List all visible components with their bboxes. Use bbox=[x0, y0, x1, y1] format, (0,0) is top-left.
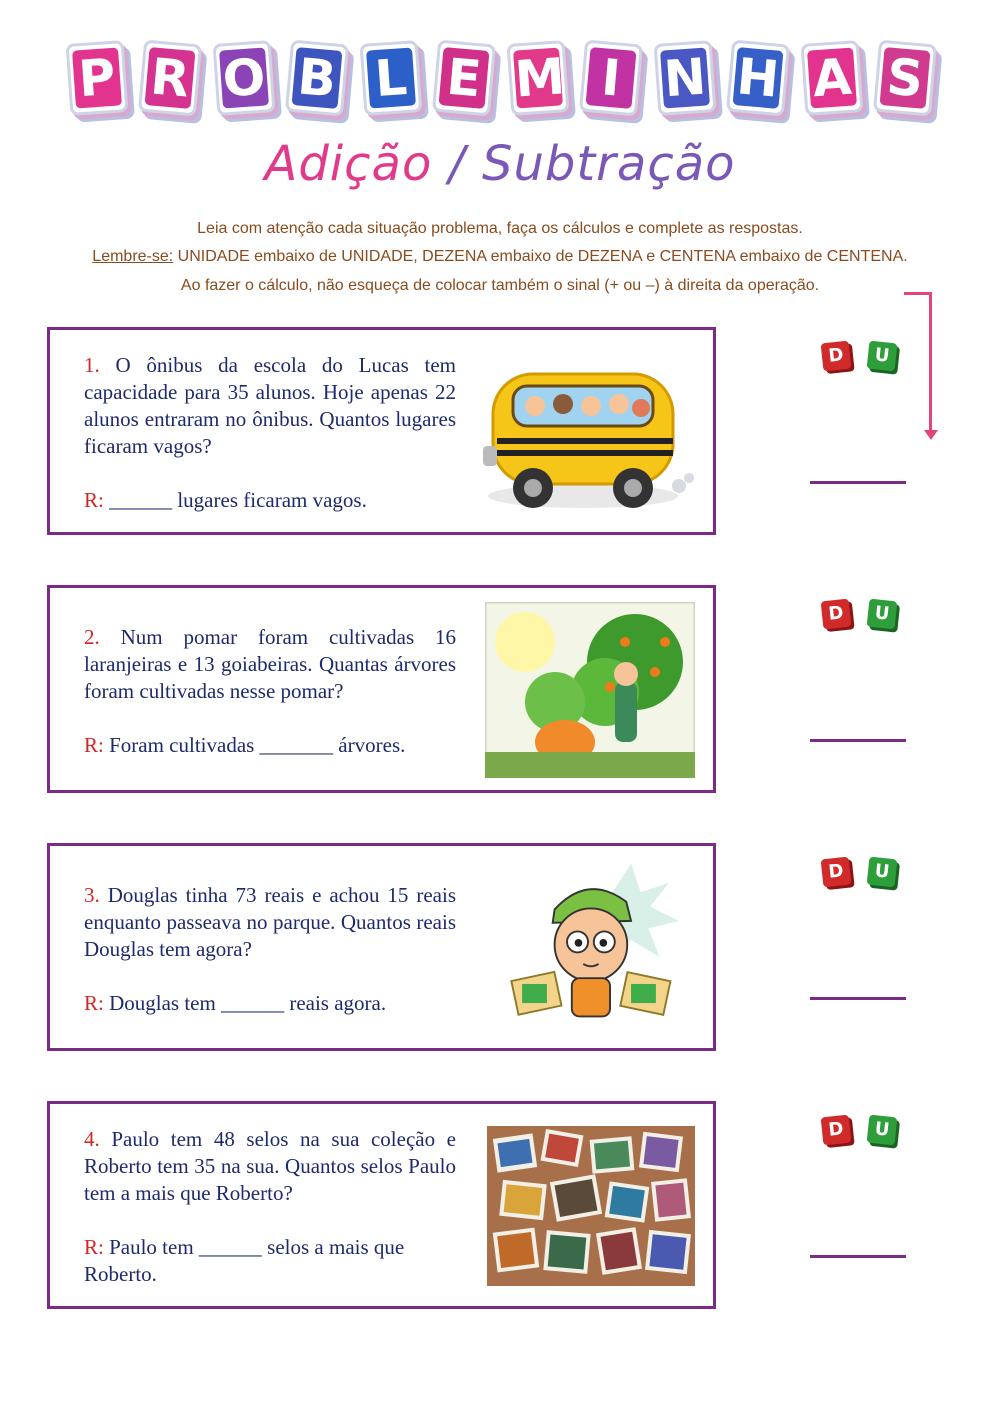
problem-text bbox=[60, 1126, 456, 1288]
calculation-line[interactable] bbox=[810, 739, 906, 742]
title-letter: B bbox=[292, 47, 343, 109]
answer-line[interactable] bbox=[60, 487, 456, 514]
title-letter-block bbox=[212, 40, 275, 116]
reminder-label: Lembre-se: bbox=[92, 248, 174, 265]
instruction-line-3: Ao fazer o cálculo, não esqueça de colocar também o sinal (+ ou –) à direita da operação. bbox=[180, 277, 820, 294]
title-letter-block bbox=[432, 40, 496, 117]
problem-text bbox=[60, 882, 456, 1017]
subtitle-addition: Adição bbox=[264, 136, 433, 192]
title-letter-block bbox=[66, 40, 129, 116]
place-value-markers bbox=[820, 858, 900, 890]
title-letter-block bbox=[359, 40, 422, 116]
subtitle bbox=[0, 136, 1000, 192]
problem-card-4 bbox=[47, 1101, 716, 1309]
answer-line[interactable] bbox=[60, 732, 456, 759]
stamp-collection-icon bbox=[487, 1126, 695, 1286]
problem-card-1 bbox=[47, 327, 716, 535]
title-letter-block bbox=[653, 40, 716, 116]
tens-marker: D bbox=[821, 341, 852, 372]
answer-blank[interactable]: ______ lugares ficaram vagos. bbox=[103, 488, 367, 512]
arrow-line bbox=[904, 292, 932, 295]
calculation-line[interactable] bbox=[810, 997, 906, 1000]
title-banner bbox=[68, 34, 934, 122]
title-letter: L bbox=[366, 47, 416, 108]
title-letter-block bbox=[800, 40, 863, 116]
title-letter-block bbox=[506, 40, 569, 116]
subtitle-subtraction: Subtração bbox=[482, 136, 736, 192]
subtitle-separator: / bbox=[432, 136, 482, 192]
tens-marker: D bbox=[821, 1115, 852, 1146]
problem-card-3 bbox=[47, 843, 716, 1051]
units-marker: U bbox=[867, 599, 898, 630]
problem-number: 4. bbox=[84, 1127, 100, 1151]
title-letter-block bbox=[873, 40, 937, 117]
calculation-line[interactable] bbox=[810, 481, 906, 484]
problem-number: 2. bbox=[84, 625, 100, 649]
answer-line[interactable] bbox=[60, 1234, 456, 1288]
tens-marker: D bbox=[821, 857, 852, 888]
title-letter-block bbox=[579, 40, 643, 117]
problem-statement bbox=[60, 352, 456, 460]
answer-label: R: bbox=[84, 991, 104, 1015]
problem-question: Paulo tem 48 selos na sua coleção e Roberto tem 35 na sua. Quantos selos Paulo tem a mais que Roberto? bbox=[84, 1127, 456, 1205]
reminder-text: UNIDADE embaixo de UNIDADE, DEZENA embaixo de DEZENA e CENTENA embaixo de CENTENA. bbox=[173, 248, 908, 265]
title-letter: I bbox=[586, 47, 637, 109]
instruction-line-1: Leia com atenção cada situação problema, faça os cálculos e complete as respostas. bbox=[197, 220, 803, 237]
answer-blank[interactable]: Foram cultivadas _______ árvores. bbox=[103, 733, 406, 757]
units-marker: U bbox=[867, 857, 898, 888]
title-letter: A bbox=[807, 47, 857, 108]
problem-question: O ônibus da escola do Lucas tem capacidade para 35 alunos. Hoje apenas 22 alunos entraram no ônibus. Quantos lugares ficaram vagos? bbox=[84, 353, 456, 458]
instruction-line-2 bbox=[0, 248, 1000, 266]
arrow-down-icon bbox=[924, 430, 938, 440]
answer-blank[interactable]: Paulo tem ______ selos a mais que Roberto. bbox=[84, 1235, 405, 1286]
boy-with-money-icon bbox=[483, 854, 695, 1026]
title-letter-block bbox=[285, 40, 349, 117]
title-letter: P bbox=[72, 47, 122, 108]
calculation-line[interactable] bbox=[810, 1255, 906, 1258]
answer-blank[interactable]: Douglas tem ______ reais agora. bbox=[103, 991, 387, 1015]
orchard-icon bbox=[485, 602, 695, 778]
problem-statement bbox=[60, 624, 456, 705]
tens-marker: D bbox=[821, 599, 852, 630]
units-marker: U bbox=[867, 1115, 898, 1146]
problem-text bbox=[60, 352, 456, 514]
arrow-line bbox=[929, 292, 932, 432]
problem-text bbox=[60, 624, 456, 759]
title-letter-block bbox=[138, 40, 202, 117]
title-letter: H bbox=[733, 47, 784, 109]
problem-number: 3. bbox=[84, 883, 100, 907]
answer-label: R: bbox=[84, 733, 104, 757]
problem-card-2 bbox=[47, 585, 716, 793]
units-marker: U bbox=[867, 341, 898, 372]
problem-question: Num pomar foram cultivadas 16 laranjeiras e 13 goiabeiras. Quantas árvores foram cultivadas nesse pomar? bbox=[84, 625, 456, 703]
title-letter-block bbox=[726, 40, 790, 117]
answer-label: R: bbox=[84, 1235, 104, 1259]
place-value-markers bbox=[820, 342, 900, 374]
problem-statement bbox=[60, 1126, 456, 1207]
title-letter: N bbox=[660, 47, 710, 108]
problem-number: 1. bbox=[84, 353, 100, 377]
place-value-markers bbox=[820, 1116, 900, 1148]
problem-statement bbox=[60, 882, 456, 963]
answer-line[interactable] bbox=[60, 990, 456, 1017]
title-letter: M bbox=[512, 47, 567, 109]
place-value-markers bbox=[820, 600, 900, 632]
answer-label: R: bbox=[84, 488, 104, 512]
title-letter: O bbox=[220, 47, 268, 109]
title-letter: R bbox=[145, 47, 196, 109]
title-letter: S bbox=[880, 47, 931, 109]
title-letter: E bbox=[439, 47, 490, 109]
problem-question: Douglas tinha 73 reais e achou 15 reais enquanto passeava no parque. Quantos reais Douglas tem agora? bbox=[84, 883, 456, 961]
school-bus-icon bbox=[483, 346, 695, 518]
